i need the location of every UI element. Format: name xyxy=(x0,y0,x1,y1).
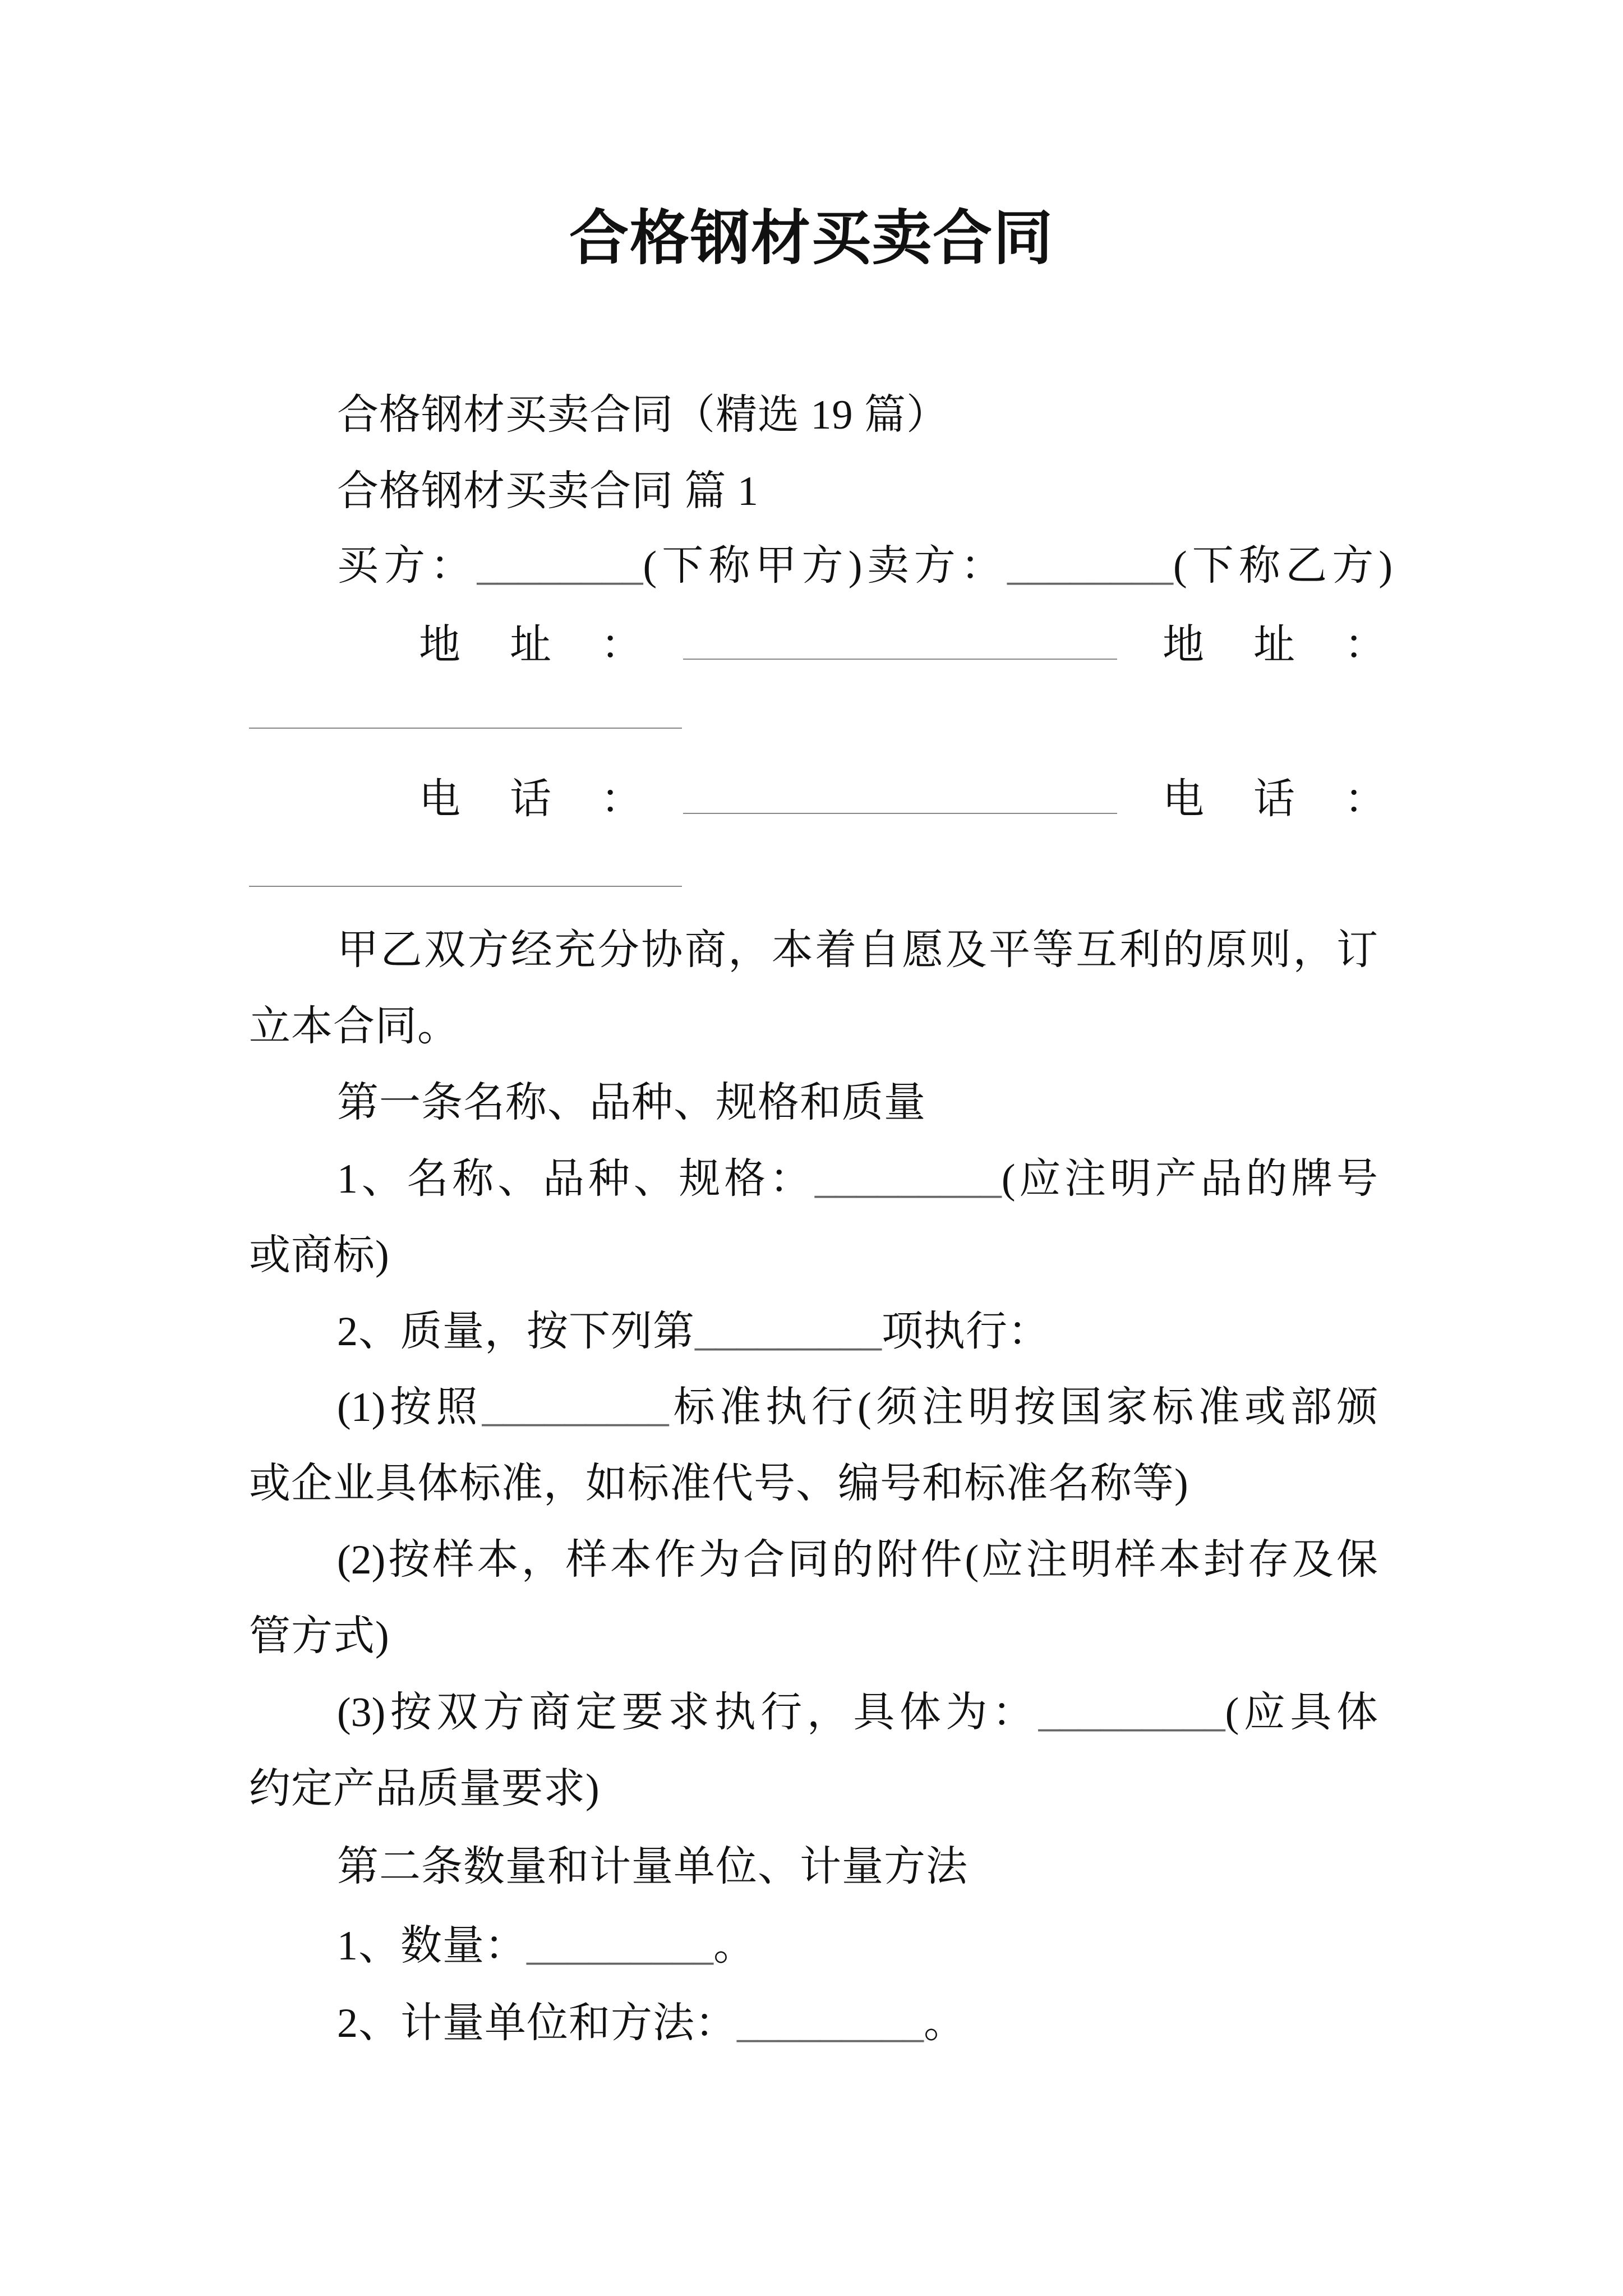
seller-address-blank xyxy=(249,728,682,729)
article-heading: 合格钢材买卖合同 篇 1 xyxy=(337,468,759,514)
article1-heading: 第一条名称、品种、规格和质量 xyxy=(337,1080,926,1126)
buyer-address-blank xyxy=(683,659,1117,660)
item-blank: _________ xyxy=(814,1156,1002,1202)
item-prefix: 2、计量单位和方法： xyxy=(337,2000,737,2046)
article1-item2 xyxy=(337,1304,1050,1360)
article2-item1 xyxy=(337,1918,755,1974)
article1-option1-cont: 或企业具体标准，如标准代号、编号和标准名称等) xyxy=(249,1461,1189,1507)
buyer-phone-blank xyxy=(683,813,1117,814)
item-suffix: 。 xyxy=(924,2000,966,2046)
preamble-line-1: 甲乙双方经充分协商，本着自愿及平等互利的原则，订 xyxy=(337,927,1378,973)
collection-title: 合格钢材买卖合同（精选 19 篇） xyxy=(337,392,948,438)
document-title: 合格钢材买卖合同 xyxy=(569,206,1054,272)
article1-item1-cont: 或商标) xyxy=(249,1232,390,1278)
phone-row xyxy=(0,771,1623,827)
item-prefix: 2、质量，按下列第 xyxy=(337,1309,695,1355)
article1-option3 xyxy=(337,1685,1378,1741)
item-prefix: 1、名称、品种、规格： xyxy=(337,1156,815,1202)
buyer-blank: ________ xyxy=(477,543,643,589)
item-blank: _________ xyxy=(695,1309,882,1355)
buyer-label: 买方： xyxy=(337,543,477,589)
seller-label: 卖方： xyxy=(862,543,1008,589)
item-prefix: 1、数量： xyxy=(337,1923,527,1969)
article1-option2: (2)按样本，样本作为合同的附件(应注明样本封存及保 xyxy=(337,1537,1378,1583)
seller-phone-blank xyxy=(249,886,682,887)
article1-option2-cont: 管方式) xyxy=(249,1613,390,1659)
option-blank: _________ xyxy=(482,1384,669,1430)
parties-line xyxy=(337,538,1393,594)
option-prefix: (1)按照 xyxy=(337,1384,482,1430)
buyer-address-label: 地址： xyxy=(419,622,691,668)
buyer-phone-label: 电话： xyxy=(419,776,691,822)
buyer-note: (下称甲方) xyxy=(643,543,863,589)
article2-item2 xyxy=(337,1995,966,2051)
option-suffix: (应具体 xyxy=(1225,1690,1378,1736)
item-blank: _________ xyxy=(737,2000,924,2046)
preamble-line-2: 立本合同。 xyxy=(249,1004,459,1050)
option-prefix: (3)按双方商定要求执行，具体为： xyxy=(337,1690,1039,1736)
address-row xyxy=(0,617,1623,673)
seller-phone-label: 电话： xyxy=(1163,776,1435,822)
article2-heading: 第二条数量和计量单位、计量方法 xyxy=(337,1844,968,1890)
article1-option3-cont: 约定产品质量要求) xyxy=(249,1766,600,1812)
item-blank: _________ xyxy=(527,1923,713,1969)
article1-item1 xyxy=(337,1151,1378,1207)
seller-note: (下称乙方) xyxy=(1173,543,1393,589)
item-suffix: 。 xyxy=(713,1923,755,1969)
article1-option1 xyxy=(337,1379,1378,1435)
item-suffix: 项执行： xyxy=(882,1309,1050,1355)
item-suffix: (应注明产品的牌号 xyxy=(1001,1156,1378,1202)
option-blank: _________ xyxy=(1038,1690,1225,1736)
seller-blank: ________ xyxy=(1007,543,1174,589)
seller-address-label: 地址： xyxy=(1163,622,1435,668)
option-suffix: 标准执行(须注明按国家标准或部颁 xyxy=(668,1384,1378,1430)
